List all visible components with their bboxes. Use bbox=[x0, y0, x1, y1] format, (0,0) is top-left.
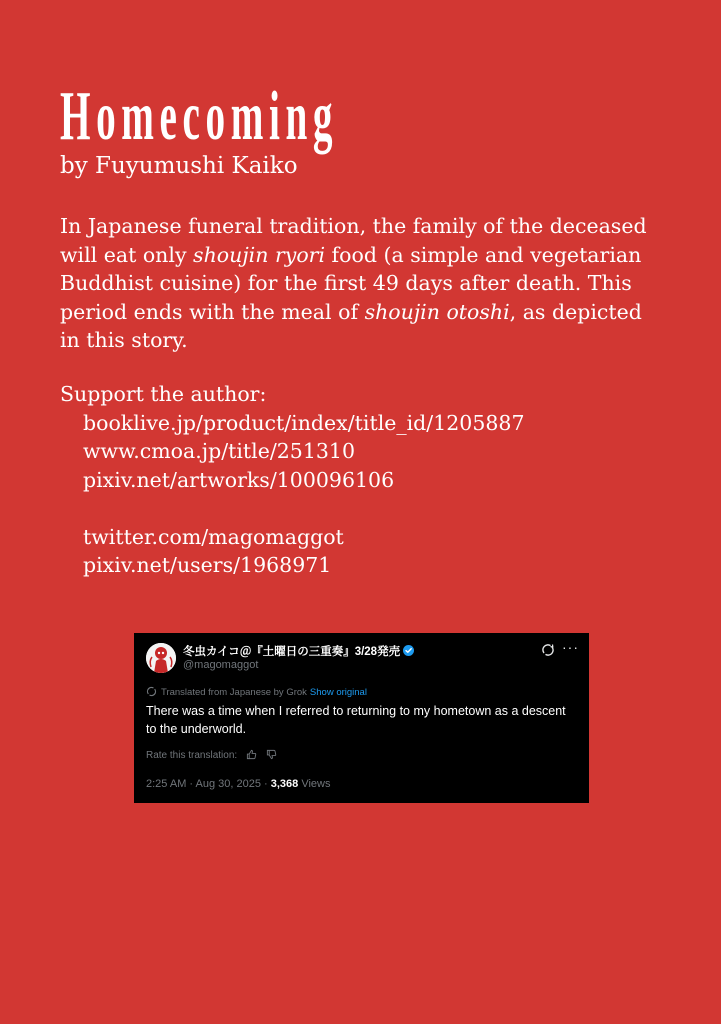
tweet-text: There was a time when I referred to returning to my hometown as a descent to the underworld. bbox=[146, 704, 566, 736]
support-heading: Support the author: bbox=[60, 382, 267, 406]
translated-label: Translated from Japanese by Grok bbox=[161, 687, 307, 698]
show-original-link[interactable]: Show original bbox=[309, 687, 367, 698]
tweet-timestamp[interactable]: 2:25 AM · Aug 30, 2025 · bbox=[146, 778, 271, 790]
views-label: Views bbox=[301, 778, 331, 790]
spacer bbox=[60, 494, 660, 523]
intro-text-3: , as depicted in this story. bbox=[60, 299, 642, 352]
tweet-card[interactable] bbox=[134, 633, 589, 803]
tweet-display-name[interactable] bbox=[183, 643, 414, 659]
rate-label: Rate this translation: bbox=[146, 750, 238, 761]
avatar-image bbox=[146, 643, 176, 673]
verified-badge-icon bbox=[403, 645, 414, 656]
intro-term-shoujin-otoshi: shoujin otoshi bbox=[364, 299, 510, 324]
avatar[interactable] bbox=[146, 643, 176, 673]
intro-text-1: In Japanese funeral tradition, the family of the deceased will eat only bbox=[60, 214, 647, 267]
grok-icon[interactable] bbox=[541, 643, 555, 657]
support-link-pixiv-artwork[interactable]: pixiv.net/artworks/100096106 bbox=[83, 467, 395, 492]
intro-paragraph bbox=[60, 212, 650, 355]
intro-term-shoujin-ryori: shoujin ryori bbox=[193, 242, 326, 267]
support-section bbox=[60, 380, 660, 580]
translation-notice bbox=[146, 686, 367, 700]
intro-text-2: food (a simple and vegetarian Buddhist cuisine) for the first 49 days after death. This period ends with the meal of bbox=[60, 242, 642, 324]
support-link-booklive[interactable]: booklive.jp/product/index/title_id/1205887 bbox=[83, 410, 525, 435]
social-link-pixiv-user[interactable]: pixiv.net/users/1968971 bbox=[83, 553, 332, 577]
views-count: 3,368 bbox=[270, 778, 299, 790]
thumbs-up-icon[interactable] bbox=[246, 749, 257, 763]
grok-small-icon bbox=[146, 686, 157, 700]
page-title: Homecoming bbox=[60, 78, 339, 155]
rate-translation bbox=[146, 749, 277, 763]
display-name-text: 冬虫カイコ＠『土曜日の三重奏』3/28発売 bbox=[183, 646, 401, 658]
support-link-cmoa[interactable]: www.cmoa.jp/title/251310 bbox=[83, 439, 355, 463]
thumbs-down-icon[interactable] bbox=[266, 749, 277, 763]
author-byline: by Fuyumushi Kaiko bbox=[60, 153, 298, 179]
social-link-twitter[interactable]: twitter.com/magomaggot bbox=[83, 524, 344, 549]
tweet-handle[interactable]: @magomaggot bbox=[183, 659, 259, 671]
tweet-meta bbox=[146, 778, 331, 790]
more-options-icon[interactable]: ··· bbox=[562, 639, 579, 655]
